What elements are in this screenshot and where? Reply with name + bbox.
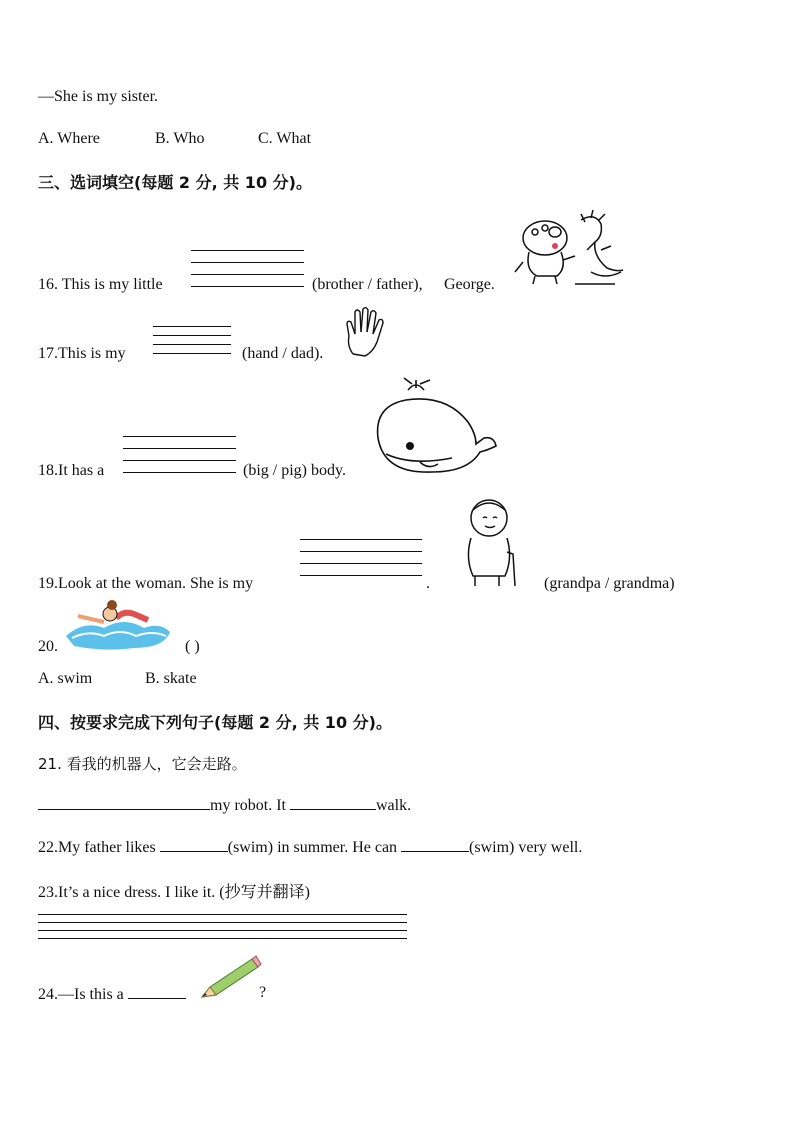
q23-prompt: 23.It’s a nice dress. I like it. (抄写并翻译) [38,884,310,901]
q21-prompt: 21. 看我的机器人，它会走路。 [38,755,247,773]
q16-prefix: 16. This is my little [38,276,163,293]
q24-prefix: 24.—Is this a [38,986,124,1003]
section4-title: 四、按要求完成下列句子(每题 2 分, 共 10 分)。 [38,713,392,732]
q24-blank[interactable] [128,984,186,999]
q16-writing-lines[interactable] [191,250,304,298]
q21-blank-2[interactable] [290,795,376,810]
pencil-picture-icon [198,955,262,1001]
q21-blank-1[interactable] [38,795,210,810]
q22-part2: (swim) in summer. He can [227,839,398,856]
q18-prefix: 18.It has a [38,462,105,479]
q16-choices: (brother / father), [312,276,423,293]
q22-blank-2[interactable] [401,837,469,852]
whale-picture-icon [372,378,500,474]
q15-option-a: A. Where [38,130,100,147]
q17-prefix: 17.This is my [38,345,126,362]
q24-suffix: ? [259,984,267,1001]
q22-part3: (swim) very well. [469,839,583,856]
q17-writing-lines[interactable] [153,326,231,362]
q19-writing-lines[interactable] [300,539,422,587]
q20-option-a: A. swim [38,670,93,687]
q16-suffix: George. [444,276,495,293]
swimming-girl-picture-icon [64,598,172,652]
section3-title: 三、选词填空(每题 2 分, 共 10 分)。 [38,173,312,192]
q21-sentence [38,795,411,815]
q22-blank-1[interactable] [160,837,228,852]
q18-choices: (big / pig) body. [243,462,346,479]
q15-option-b: B. Who [155,130,205,147]
q20-answer-paren[interactable]: ( ) [185,638,200,655]
q22-sentence [38,837,582,857]
q19-prefix: 19.Look at the woman. She is my [38,575,254,592]
q15-option-c: C. What [258,130,312,147]
grandma-picture-icon [455,496,527,588]
q20-number: 20. [38,638,58,655]
q18-writing-lines[interactable] [123,436,236,484]
q24-sentence [38,984,186,1004]
q19-choices: (grandpa / grandma) [544,575,675,592]
q21-part2: walk. [376,797,412,814]
q17-choices: (hand / dad). [242,345,324,362]
q20-option-b: B. skate [145,670,197,687]
hand-picture-icon [343,306,389,358]
q15-answer-line: —She is my sister. [38,88,159,105]
q22-part1: 22.My father likes [38,839,156,856]
q23-writing-lines[interactable] [38,914,407,947]
q21-part1: my robot. It [210,797,286,814]
peppa-george-picture-icon [515,210,625,290]
q19-period: . [426,575,430,592]
